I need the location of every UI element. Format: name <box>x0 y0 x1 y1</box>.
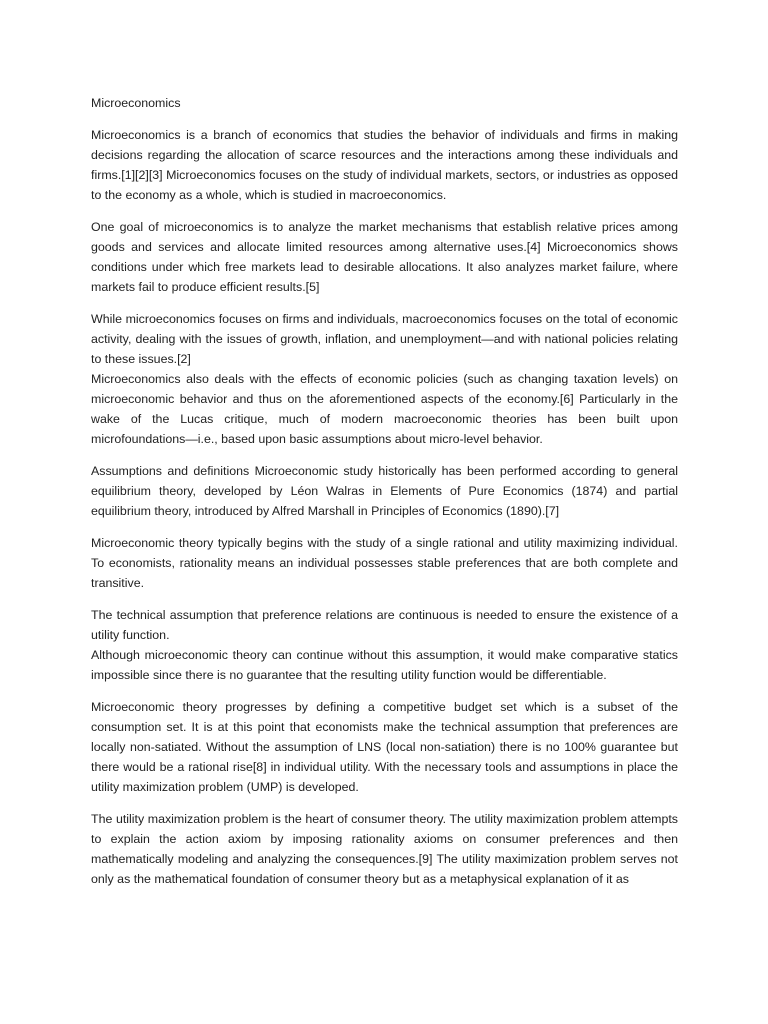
document-page <box>91 93 678 889</box>
paragraph-continuity: The technical assumption that preference relations are continuous is needed to ensure the existence of a utility function. <box>91 608 678 642</box>
paragraph-assumptions: Assumptions and definitions Microeconomic study historically has been performed according to general equilibrium theory, developed by Léon Walras in Elements of Pure Economics (1874) and partial equilibrium theory, introduced by Alfred Marshall in Principles of Economics (1890).[7] <box>91 464 678 518</box>
paragraph-ump: The utility maximization problem is the heart of consumer theory. The utility maximization problem attempts to explain the action axiom by imposing rationality axioms on consumer preferences and then mathematically modeling and analyzing the consequences.[9] The utility maximization problem serves not only as the mathematical foundation of consumer theory but as a metaphysical explanation of it as <box>91 812 678 886</box>
paragraph-policy-effects: Microeconomics also deals with the effects of economic policies (such as changing taxation levels) on microeconomic behavior and thus on the aforementioned aspects of the economy.[6] Particularly in the wake of the Lucas critique, much of modern macroeconomic theories has been built upon microfoundations—i.e., based upon basic assumptions about micro-level behavior. <box>91 372 678 446</box>
paragraph-rationality: Microeconomic theory typically begins with the study of a single rational and utility maximizing individual. To economists, rationality means an individual possesses stable preferences that are both complete and transitive. <box>91 536 678 590</box>
paragraph-comparative-statics: Although microeconomic theory can continue without this assumption, it would make comparative statics impossible since there is no guarantee that the resulting utility function would be differentiable. <box>91 648 678 682</box>
paragraph-definition: Microeconomics is a branch of economics that studies the behavior of individuals and firms in making decisions regarding the allocation of scarce resources and the interactions among these individuals and firms.[1][2][3] Microeconomics focuses on the study of individual markets, sectors, or industries as opposed to the economy as a whole, which is studied in macroeconomics. <box>91 128 678 202</box>
paragraph-market-mechanisms: One goal of microeconomics is to analyze the market mechanisms that establish relative prices among goods and services and allocate limited resources among alternative uses.[4] Microeconomics shows conditions under which free markets lead to desirable allocations. It also analyzes market failure, where markets fail to produce efficient results.[5] <box>91 220 678 294</box>
document-title: Microeconomics <box>91 96 181 110</box>
paragraph-macro-contrast: While microeconomics focuses on firms and individuals, macroeconomics focuses on the total of economic activity, dealing with the issues of growth, inflation, and unemployment—and with national policies relating to these issues.[2] <box>91 312 678 366</box>
paragraph-budget-set: Microeconomic theory progresses by defining a competitive budget set which is a subset of the consumption set. It is at this point that economists make the technical assumption that preferences are locally non-satiated. Without the assumption of LNS (local non-satiation) there is no 100% guarantee but there would be a rational rise[8] in individual utility. With the necessary tools and assumptions in place the utility maximization problem (UMP) is developed. <box>91 700 678 794</box>
